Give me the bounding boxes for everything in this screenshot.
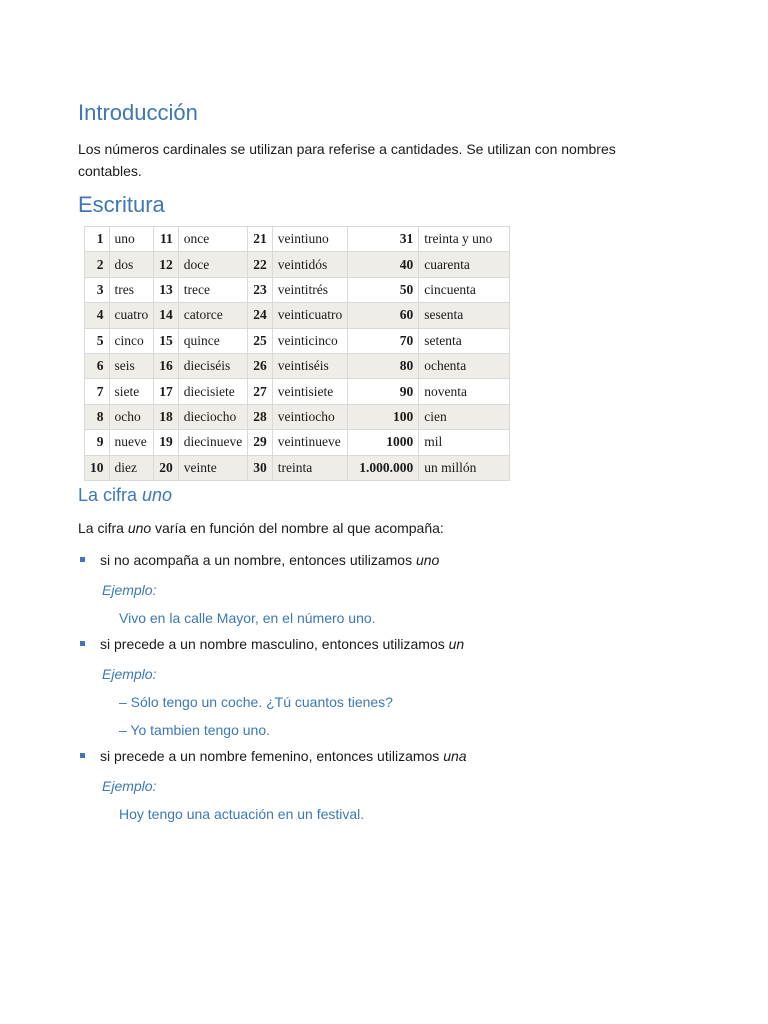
table-cell-number: 90 xyxy=(348,379,419,404)
cifra-intro-prefix: La cifra xyxy=(78,520,128,536)
table-cell-number: 70 xyxy=(348,328,419,353)
table-cell-number: 21 xyxy=(248,227,273,252)
table-cell-number: 28 xyxy=(248,404,273,429)
table-cell-word: dieciséis xyxy=(178,353,247,378)
table-cell-word: veintiocho xyxy=(272,404,347,429)
intro-text: Los números cardinales se utilizan para referise a cantidades. Se utilizan con nombres contables. xyxy=(78,141,616,179)
table-cell-word: un millón xyxy=(419,455,510,480)
table-cell-word: diez xyxy=(109,455,154,480)
numbers-table xyxy=(84,226,510,481)
bullet-text xyxy=(100,550,439,570)
table-cell-word: veintiuno xyxy=(272,227,347,252)
table-cell-number: 100 xyxy=(348,404,419,429)
table-row xyxy=(85,353,510,378)
table-cell-number: 23 xyxy=(248,277,273,302)
table-cell-number: 11 xyxy=(154,227,179,252)
table-cell-word: cuatro xyxy=(109,303,154,328)
table-cell-word: setenta xyxy=(419,328,510,353)
table-cell-number: 2 xyxy=(85,252,110,277)
table-row xyxy=(85,252,510,277)
table-row xyxy=(85,430,510,455)
table-row xyxy=(85,328,510,353)
table-cell-number: 16 xyxy=(154,353,179,378)
table-cell-number: 1000 xyxy=(348,430,419,455)
table-cell-word: diecinueve xyxy=(178,430,247,455)
table-cell-number: 12 xyxy=(154,252,179,277)
table-cell-number: 15 xyxy=(154,328,179,353)
table-cell-number: 5 xyxy=(85,328,110,353)
table-cell-word: cuarenta xyxy=(419,252,510,277)
table-row xyxy=(85,303,510,328)
bullet-text xyxy=(100,746,467,766)
cifra-heading-prefix: La cifra xyxy=(78,485,143,505)
cifra-heading-word: uno xyxy=(142,485,173,505)
table-row xyxy=(85,379,510,404)
example-label: Ejemplo: xyxy=(102,666,157,682)
square-bullet-icon xyxy=(80,641,85,646)
table-cell-word: dieciocho xyxy=(178,404,247,429)
table-cell-number: 80 xyxy=(348,353,419,378)
table-cell-number: 18 xyxy=(154,404,179,429)
table-cell-number: 4 xyxy=(85,303,110,328)
table-row xyxy=(85,277,510,302)
table-cell-number: 40 xyxy=(348,252,419,277)
cifra-heading xyxy=(78,485,172,506)
table-cell-word: uno xyxy=(109,227,154,252)
escritura-heading: Escritura xyxy=(78,192,165,217)
square-bullet-icon xyxy=(80,753,85,758)
table-cell-number: 9 xyxy=(85,430,110,455)
table-cell-word: veintinueve xyxy=(272,430,347,455)
table-cell-number: 19 xyxy=(154,430,179,455)
table-cell-word: ochenta xyxy=(419,353,510,378)
table-cell-word: cincuenta xyxy=(419,277,510,302)
table-cell-word: sesenta xyxy=(419,303,510,328)
bullet-text-word: uno xyxy=(415,552,440,568)
table-cell-number: 7 xyxy=(85,379,110,404)
table-cell-word: once xyxy=(178,227,247,252)
table-cell-number: 3 xyxy=(85,277,110,302)
table-cell-word: tres xyxy=(109,277,154,302)
table-cell-word: mil xyxy=(419,430,510,455)
table-cell-word: veintiséis xyxy=(272,353,347,378)
table-cell-number: 17 xyxy=(154,379,179,404)
table-cell-word: veintitrés xyxy=(272,277,347,302)
table-cell-number: 29 xyxy=(248,430,273,455)
table-cell-word: veintidós xyxy=(272,252,347,277)
table-cell-word: cien xyxy=(419,404,510,429)
table-cell-number: 8 xyxy=(85,404,110,429)
table-cell-number: 25 xyxy=(248,328,273,353)
table-cell-word: trece xyxy=(178,277,247,302)
table-cell-word: veintisiete xyxy=(272,379,347,404)
bullet-text xyxy=(100,634,464,654)
table-row xyxy=(85,227,510,252)
bullet-text-main: si precede a un nombre femenino, entonces utilizamos xyxy=(100,748,444,764)
table-cell-word: diecisiete xyxy=(178,379,247,404)
bullet-text-word: una xyxy=(443,748,467,764)
table-cell-word: veinticinco xyxy=(272,328,347,353)
table-row xyxy=(85,404,510,429)
table-cell-number: 31 xyxy=(348,227,419,252)
table-cell-number: 10 xyxy=(85,455,110,480)
table-cell-number: 50 xyxy=(348,277,419,302)
table-row xyxy=(85,455,510,480)
table-cell-word: nueve xyxy=(109,430,154,455)
table-cell-number: 14 xyxy=(154,303,179,328)
bullet-text-word: un xyxy=(448,636,465,652)
table-cell-number: 13 xyxy=(154,277,179,302)
table-cell-word: dos xyxy=(109,252,154,277)
table-cell-word: doce xyxy=(178,252,247,277)
table-cell-number: 27 xyxy=(248,379,273,404)
example-line: Vivo en la calle Mayor, en el número uno. xyxy=(119,610,376,626)
example-line: Hoy tengo una actuación en un festival. xyxy=(119,806,365,822)
square-bullet-icon xyxy=(80,557,85,562)
table-cell-word: cinco xyxy=(109,328,154,353)
cifra-intro xyxy=(78,517,678,539)
table-cell-number: 22 xyxy=(248,252,273,277)
table-cell-word: catorce xyxy=(178,303,247,328)
table-cell-number: 24 xyxy=(248,303,273,328)
table-cell-word: siete xyxy=(109,379,154,404)
table-cell-number: 30 xyxy=(248,455,273,480)
table-cell-word: veinte xyxy=(178,455,247,480)
bullet-text-main: si precede a un nombre masculino, entonces utilizamos xyxy=(100,636,449,652)
example-line: – Yo tambien tengo uno. xyxy=(119,722,271,738)
table-cell-word: seis xyxy=(109,353,154,378)
table-cell-number: 6 xyxy=(85,353,110,378)
intro-heading: Introducción xyxy=(78,100,198,125)
table-cell-number: 60 xyxy=(348,303,419,328)
table-cell-number: 20 xyxy=(154,455,179,480)
cifra-intro-word: uno xyxy=(127,520,152,536)
table-cell-number: 26 xyxy=(248,353,273,378)
table-cell-number: 1.000.000 xyxy=(348,455,419,480)
bullet-text-main: si no acompaña a un nombre, entonces utilizamos xyxy=(100,552,416,568)
table-cell-word: noventa xyxy=(419,379,510,404)
example-line: – Sólo tengo un coche. ¿Tú cuantos tienes? xyxy=(119,694,393,710)
table-cell-word: ocho xyxy=(109,404,154,429)
example-label: Ejemplo: xyxy=(102,582,157,598)
table-cell-word: treinta y uno xyxy=(419,227,510,252)
table-cell-word: quince xyxy=(178,328,247,353)
table-cell-number: 1 xyxy=(85,227,110,252)
table-cell-word: treinta xyxy=(272,455,347,480)
cifra-intro-suffix: varía en función del nombre al que acompaña: xyxy=(151,520,444,536)
example-label: Ejemplo: xyxy=(102,778,157,794)
table-cell-word: veinticuatro xyxy=(272,303,347,328)
